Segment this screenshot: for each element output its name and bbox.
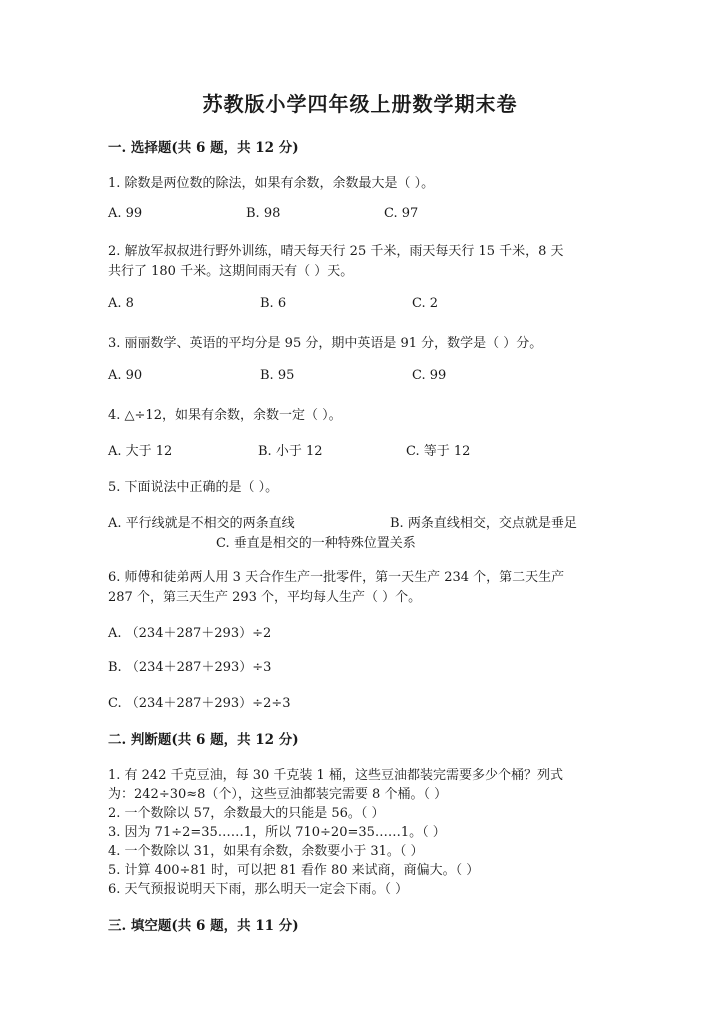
q1-4-option-b: B. 小于 12 (258, 444, 323, 459)
section-2-heading: 二. 判断题(共 6 题，共 12 分) (108, 732, 299, 748)
judge-item-4: 4. 一个数除以 31，如果有余数，余数要小于 31。（ ） (108, 844, 424, 859)
q1-1-option-a: A. 99 (108, 206, 143, 221)
section-1-heading: 一. 选择题(共 6 题，共 12 分) (108, 140, 299, 156)
judge-item-5: 5. 计算 400÷81 时，可以把 81 看作 80 来试商，商偏大。（ ） (108, 863, 480, 878)
q1-4-option-a: A. 大于 12 (108, 444, 173, 459)
judge-item-2: 2. 一个数除以 57，余数最大的只能是 56。（ ） (108, 806, 385, 821)
q1-3-option-b: B. 95 (260, 368, 295, 383)
judge-item-1-line1: 1. 有 242 千克豆油，每 30 千克装 1 桶，这些豆油都装完需要多少个桶？列式 (108, 768, 563, 783)
question-1-2-line1: 2. 解放军叔叔进行野外训练，晴天每天行 25 千米，雨天每天行 15 千米，8 天 (108, 244, 564, 259)
question-1-4: 4. △÷12，如果有余数，余数一定（ ）。 (108, 408, 342, 423)
question-1-2-line2: 共行了 180 千米。这期间雨天有（ ）天。 (108, 264, 354, 279)
q1-3-option-c: C. 99 (412, 368, 447, 383)
q1-6-option-b: B. （234＋287＋293）÷3 (108, 660, 272, 675)
question-1-6-line1: 6. 师傅和徒弟两人用 3 天合作生产一批零件，第一天生产 234 个，第二天生产 (108, 570, 565, 585)
judge-item-6: 6. 天气预报说明天下雨，那么明天一定会下雨。（ ） (108, 882, 409, 897)
question-1-1: 1. 除数是两位数的除法，如果有余数，余数最大是（ ）。 (108, 176, 435, 191)
q1-6-option-a: A. （234＋287＋293）÷2 (108, 626, 272, 641)
question-1-3: 3. 丽丽数学、英语的平均分是 95 分，期中英语是 91 分，数学是（ ）分。 (108, 336, 543, 351)
page-title: 苏教版小学四年级上册数学期末卷 (202, 92, 518, 116)
judge-item-3: 3. 因为 71÷2=35……1，所以 710÷20=35……1。（ ） (108, 825, 446, 840)
q1-5-option-c: C. 垂直是相交的一种特殊位置关系 (216, 536, 416, 551)
question-1-6-line2: 287 个，第三天生产 293 个，平均每人生产（ ）个。 (108, 590, 422, 605)
section-3-heading: 三. 填空题(共 6 题，共 11 分) (108, 918, 299, 934)
q1-6-option-c: C. （234＋287＋293）÷2÷3 (108, 696, 291, 711)
q1-4-option-c: C. 等于 12 (406, 444, 471, 459)
q1-5-option-b: B. 两条直线相交，交点就是垂足 (390, 516, 577, 531)
q1-2-option-c: C. 2 (412, 296, 439, 311)
q1-3-option-a: A. 90 (108, 368, 143, 383)
judge-item-1-line2: 为：242÷30≈8（个），这些豆油都装完需要 8 个桶。（ ） (108, 787, 448, 802)
q1-1-option-b: B. 98 (246, 206, 281, 221)
q1-2-option-a: A. 8 (108, 296, 134, 311)
q1-1-option-c: C. 97 (384, 206, 419, 221)
q1-5-option-a: A. 平行线就是不相交的两条直线 (108, 516, 295, 531)
question-1-5: 5. 下面说法中正确的是（ ）。 (108, 480, 279, 495)
q1-2-option-b: B. 6 (260, 296, 287, 311)
